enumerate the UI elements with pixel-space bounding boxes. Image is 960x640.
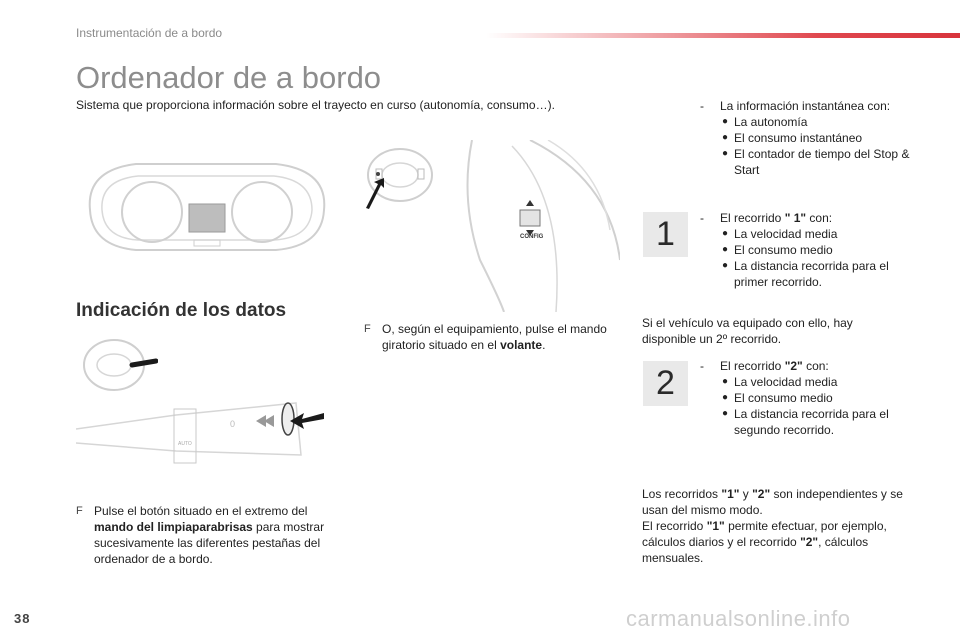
info-lead-bold: "2" xyxy=(784,359,803,373)
info-item: La autonomía xyxy=(734,115,808,129)
note-text: El recorrido xyxy=(642,519,707,533)
dash-marker: - xyxy=(700,211,704,225)
info-block-trip-1: - El recorrido " 1" con: ● La velocidad media ● El consumo medio ● La distancia recorrida para el primer recorrido. xyxy=(700,211,889,289)
bullet-glyph: F xyxy=(364,323,371,335)
info-item: La velocidad media xyxy=(734,227,838,241)
note-text: , cálculos mensuales. xyxy=(642,535,869,565)
page-number: 38 xyxy=(14,611,31,626)
note-bold: "1" xyxy=(706,519,725,533)
instruction-wiper-stalk xyxy=(76,503,326,567)
info-lead-end: con: xyxy=(802,359,829,373)
note-bold: "1" xyxy=(721,487,740,501)
info-item: El consumo instantáneo xyxy=(734,131,863,145)
second-trip-note: Si el vehículo va equipado con ello, hay disponible un 2º recorrido. xyxy=(642,316,853,346)
dash-marker: - xyxy=(700,359,704,373)
stalk-label-zero: 0 xyxy=(230,419,236,429)
instruction-bold: volante xyxy=(500,338,543,352)
section-header: Instrumentación de a bordo xyxy=(76,26,223,40)
instruction-text-end: para mostrar sucesivamente las diferentes pestañas del ordenador de a bordo. xyxy=(94,520,325,566)
steering-wheel-config-illustration xyxy=(460,140,620,312)
watermark: carmanualsonline.info xyxy=(626,606,851,631)
note-text: son independientes y se usan del mismo modo. xyxy=(642,487,903,517)
steering-wheel-stalk-illustration xyxy=(78,335,158,395)
info-lead-end: con: xyxy=(806,211,833,225)
info-block-trip-2: - El recorrido "2" con: ● La velocidad media ● El consumo medio ● La distancia recorrida para el segundo recorrido. xyxy=(700,359,889,437)
trip-1-badge-number: 1 xyxy=(656,215,675,253)
trip-2-badge-number: 2 xyxy=(656,364,675,402)
bullet-glyph: F xyxy=(76,505,83,517)
instruction-text-end: . xyxy=(542,338,546,352)
info-item: El consumo medio xyxy=(734,243,833,257)
note-bold: "2" xyxy=(752,487,771,501)
note-text: permite efectuar, por ejemplo, cálculos diarios y el recorrido xyxy=(642,519,887,549)
note-bold: "2" xyxy=(800,535,819,549)
intro-text: Sistema que proporciona información sobre el trayecto en curso (autonomía, consumo…). xyxy=(76,98,555,112)
info-lead: El recorrido xyxy=(720,359,785,373)
wiper-stalk-illustration xyxy=(76,395,326,475)
header-accent-bar xyxy=(486,33,960,38)
instrument-cluster-illustration xyxy=(76,150,338,260)
info-lead: La información instantánea con: xyxy=(720,99,891,113)
stalk-arrow-icon xyxy=(290,409,326,431)
info-item: La distancia recorrida para el segundo recorrido. xyxy=(734,407,889,437)
page-title: Ordenador de a bordo xyxy=(76,60,382,95)
closing-note xyxy=(642,486,904,566)
note-text: y xyxy=(739,487,753,501)
info-lead: El recorrido xyxy=(720,211,785,225)
instruction-bold: mando del limpiaparabrisas xyxy=(94,520,253,534)
info-item: La distancia recorrida para el primer recorrido. xyxy=(734,259,889,289)
note-text: Los recorridos xyxy=(642,487,722,501)
pointer-arrow-icon xyxy=(362,176,388,210)
stalk-label-auto: AUTO xyxy=(178,441,192,447)
instruction-text: O, según el equipamiento, pulse el mando giratorio situado en el xyxy=(382,322,607,352)
config-label: CONFIG xyxy=(520,234,544,240)
instruction-text: Pulse el botón situado en el extremo del xyxy=(94,504,308,518)
instruction-steering-wheel xyxy=(364,321,626,353)
info-block-instant: - La información instantánea con: ● La autonomía ● El consumo instantáneo ● El contador de tiempo del Stop & Start xyxy=(700,99,910,177)
info-item: El consumo medio xyxy=(734,391,833,405)
info-item: El contador de tiempo del Stop & Start xyxy=(734,147,910,177)
trip-2-badge xyxy=(643,361,688,406)
info-lead-bold: " 1" xyxy=(784,211,807,225)
section-heading: Indicación de los datos xyxy=(76,300,287,321)
dash-marker: - xyxy=(700,99,704,113)
info-item: La velocidad media xyxy=(734,375,838,389)
trip-1-badge xyxy=(643,212,688,257)
